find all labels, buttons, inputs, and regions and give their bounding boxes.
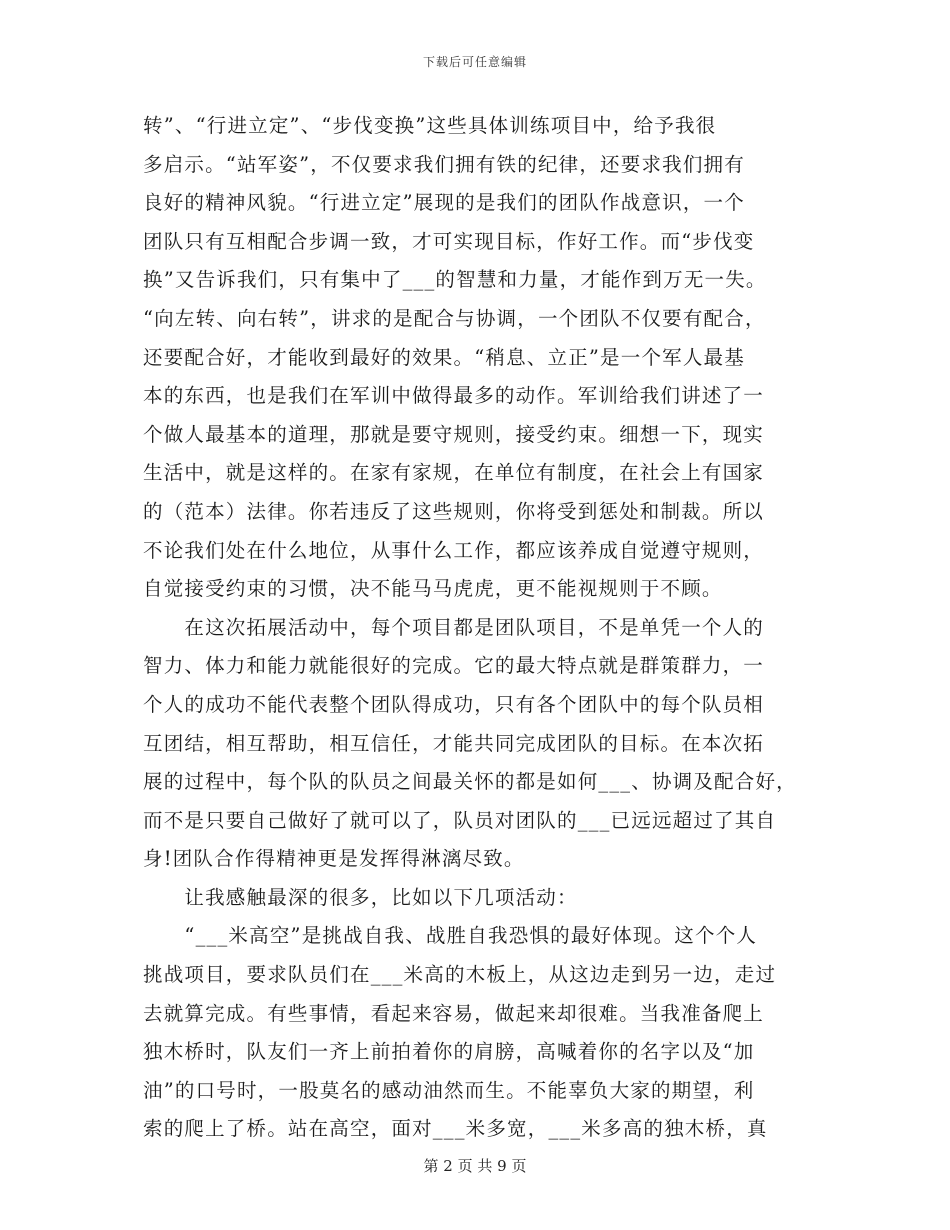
document-body	[143, 107, 813, 1149]
text-line: 转”、“行进立定”、“步伐变换”这些具体训练项目中，给予我很	[143, 114, 717, 137]
page-header: 下载后可任意编辑	[422, 55, 527, 69]
text-line: 的（范本）法律。你若违反了这些规则，你将受到惩处和制裁。所以	[143, 499, 765, 523]
text-line: 还要配合好，才能收到最好的效果。“稍息、立正”是一个军人最基	[143, 345, 745, 369]
page-number: 第 2 页 共 9 页	[423, 1157, 527, 1175]
text-line: 多启示。“站军姿”，不仅要求我们拥有铁的纪律，还要求我们拥有	[143, 152, 745, 176]
text-line: 去就算完成。有些事情，看起来容易，做起来却很难。当我准备爬上	[143, 1001, 765, 1025]
text-line: 油”的口号时，一股莫名的感动油然而生。不能辜负大家的期望，利	[143, 1078, 755, 1102]
text-line: 良好的精神风貌。“行进立定”展现的是我们的团队作战意识，一个	[143, 191, 745, 215]
text-line: 换”又告诉我们，只有集中了___的智慧和力量，才能作到万无一失。	[143, 268, 767, 292]
text-line: 自觉接受约束的习惯，决不能马马虎虎，更不能视规则于不顾。	[143, 577, 723, 601]
text-line: 独木桥时，队友们一齐上前拍着你的肩膀，高喊着你的名字以及“加	[143, 1040, 755, 1064]
text-line: 互团结，相互帮助，相互信任，才能共同完成团队的目标。在本次拓	[143, 731, 765, 755]
text-line: 身!团队合作得精神更是发挥得淋漓尽致。	[143, 847, 525, 871]
text-line: 索的爬上了桥。站在高空，面对___米多宽，___米多高的独木桥，真	[143, 1117, 768, 1141]
text-line: 在这次拓展活动中，每个项目都是团队项目，不是单凭一个人的	[143, 615, 765, 639]
text-line: 个做人最基本的道理，那就是要守规则，接受约束。细想一下，现实	[143, 422, 765, 446]
text-line: 而不是只要自己做好了就可以了，队员对团队的___已远远超过了其自	[143, 808, 777, 832]
text-line: 展的过程中，每个队的队员之间最关怀的都是如何___、协调及配合好，	[143, 770, 797, 794]
text-line: 生活中，就是这样的。在家有家规，在单位有制度，在社会上有国家	[143, 461, 765, 485]
text-line: 挑战项目，要求队员们在___米高的木板上，从这边走到另一边，走过	[143, 963, 777, 987]
text-line: “向左转、向右转”，讲求的是配合与协调，一个团队不仅要有配合，	[143, 306, 766, 330]
text-line: 不论我们处在什么地位，从事什么工作，都应该养成自觉遵守规则，	[143, 538, 765, 562]
text-line: 个人的成功不能代表整个团队得成功，只有各个团队中的每个队员相	[143, 692, 765, 716]
text-line: 本的东西，也是我们在军训中做得最多的动作。军训给我们讲述了一	[143, 384, 765, 408]
text-line: 让我感触最深的很多，比如以下几项活动：	[143, 885, 578, 909]
text-line: 团队只有互相配合步调一致，才可实现目标，作好工作。而“步伐变	[143, 229, 755, 253]
text-line: “___米高空”是挑战自我、战胜自我恐惧的最好体现。这个个人	[143, 924, 758, 948]
text-line: 智力、体力和能力就能很好的完成。它的最大特点就是群策群力，一	[143, 654, 765, 678]
